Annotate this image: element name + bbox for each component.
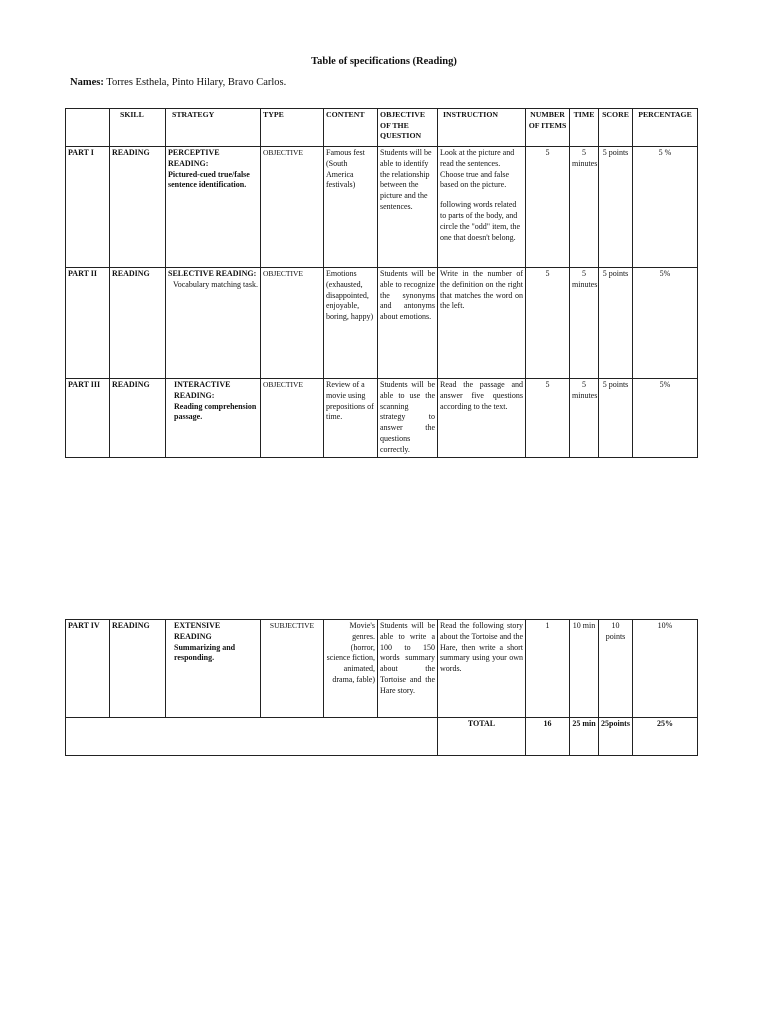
header-cell: SKILL: [110, 109, 166, 147]
total-row: [66, 718, 698, 756]
strategy-cell: [166, 268, 261, 379]
strategy-cell: [166, 620, 261, 718]
score-cell: 5 points: [599, 147, 633, 268]
items-cell: 1: [526, 620, 570, 718]
instruction-cell: [438, 147, 526, 268]
items-cell: 5: [526, 268, 570, 379]
skill-cell: READING: [110, 147, 166, 268]
specifications-table: [65, 108, 698, 458]
table-row: [66, 268, 698, 379]
score-cell: 10 points: [599, 620, 633, 718]
score-cell: 5 points: [599, 268, 633, 379]
strategy-desc: Vocabulary matching task.: [173, 279, 258, 289]
names-label: Names:: [70, 77, 104, 88]
instruction-text: Look at the picture and read the sentences. Choose true and false based on the picture.: [440, 148, 515, 190]
skill-cell: READING: [110, 379, 166, 458]
instruction-extra: following words related to parts of the body, and circle the "odd" item, the one that doesn't belong.: [440, 200, 521, 242]
strategy-title: SELECTIVE READING:: [168, 269, 257, 278]
strategy-desc: Pictured-cued true/false sentence identification.: [168, 169, 250, 190]
names-value: Torres Esthela, Pinto Hilary, Bravo Carlos.: [103, 77, 287, 88]
total-items: 16: [526, 718, 570, 756]
table-row: [66, 147, 698, 268]
part-cell: PART II: [66, 268, 110, 379]
total-time: 25 min: [570, 718, 599, 756]
time-cell: 10 min: [570, 620, 599, 718]
part-cell: PART IV: [66, 620, 110, 718]
type-cell: SUBJECTIVE: [261, 620, 324, 718]
strategy-title: EXTENSIVE READING: [174, 621, 221, 641]
instruction-cell: Read the passage and answer five questions according to the text.: [438, 379, 526, 458]
header-cell: INSTRUCTION: [438, 109, 526, 147]
header-cell: TYPE: [261, 109, 324, 147]
header-cell: CONTENT: [324, 109, 378, 147]
score-cell: 5 points: [599, 379, 633, 458]
objective-cell: Students will be able to use the scanning strategy to answer the questions correctly.: [378, 379, 438, 458]
table-row: [66, 620, 698, 718]
percentage-cell: 5 %: [633, 147, 698, 268]
content-cell: Emotions (exhausted, disappointed, enjoyable, boring, happy): [324, 268, 378, 379]
strategy-desc: Summarizing and responding.: [174, 642, 236, 663]
objective-cell: Students will be able to recognize the synonyms and antonyms about emotions.: [378, 268, 438, 379]
type-cell: OBJECTIVE: [261, 268, 324, 379]
strategy-title: PERCEPTIVE READING:: [168, 148, 220, 168]
specifications-table-continued: [65, 619, 698, 756]
header-cell: NUMBER OF ITEMS: [526, 109, 570, 147]
total-empty-cell: [66, 718, 438, 756]
time-cell: 5 minutes: [570, 268, 599, 379]
strategy-title: INTERACTIVE READING:: [174, 380, 231, 400]
content-cell: Movie's genres. (horror, science fiction, animated, drama, fable): [324, 620, 378, 718]
type-cell: OBJECTIVE: [261, 379, 324, 458]
table-row: [66, 379, 698, 458]
instruction-cell: Read the following story about the Tortoise and the Hare, then write a short summary using your own words.: [438, 620, 526, 718]
percentage-cell: 5%: [633, 268, 698, 379]
part-cell: PART I: [66, 147, 110, 268]
percentage-cell: 5%: [633, 379, 698, 458]
total-percentage: 25%: [633, 718, 698, 756]
header-row: [66, 109, 698, 147]
skill-cell: READING: [110, 268, 166, 379]
total-label: TOTAL: [438, 718, 526, 756]
header-cell: [66, 109, 110, 147]
strategy-desc: Reading comprehension passage.: [174, 401, 257, 422]
objective-cell: Students will be able to write a 100 to 150 words summary about the Tortoise and the Hare story.: [378, 620, 438, 718]
header-cell: PERCENTAGE: [633, 109, 698, 147]
instruction-cell: Write in the number of the definition on the right that matches the word on the left.: [438, 268, 526, 379]
strategy-cell: [166, 379, 261, 458]
objective-cell: Students will be able to identify the relationship between the picture and the sentences.: [378, 147, 438, 268]
strategy-cell: [166, 147, 261, 268]
type-cell: OBJECTIVE: [261, 147, 324, 268]
header-cell: STRATEGY: [166, 109, 261, 147]
header-cell: SCORE: [599, 109, 633, 147]
header-cell: OBJECTIVE OF THE QUESTION: [378, 109, 438, 147]
part-cell: PART III: [66, 379, 110, 458]
items-cell: 5: [526, 147, 570, 268]
header-cell: TIME: [570, 109, 599, 147]
page-title: Table of specifications (Reading): [311, 56, 457, 67]
skill-cell: READING: [110, 620, 166, 718]
time-cell: 5 minutes: [570, 147, 599, 268]
names-line: [70, 77, 286, 88]
percentage-cell: 10%: [633, 620, 698, 718]
content-cell: Review of a movie using prepositions of time.: [324, 379, 378, 458]
items-cell: 5: [526, 379, 570, 458]
time-cell: 5 minutes: [570, 379, 599, 458]
total-score: 25points: [599, 718, 633, 756]
content-cell: Famous fest (South America festivals): [324, 147, 378, 268]
